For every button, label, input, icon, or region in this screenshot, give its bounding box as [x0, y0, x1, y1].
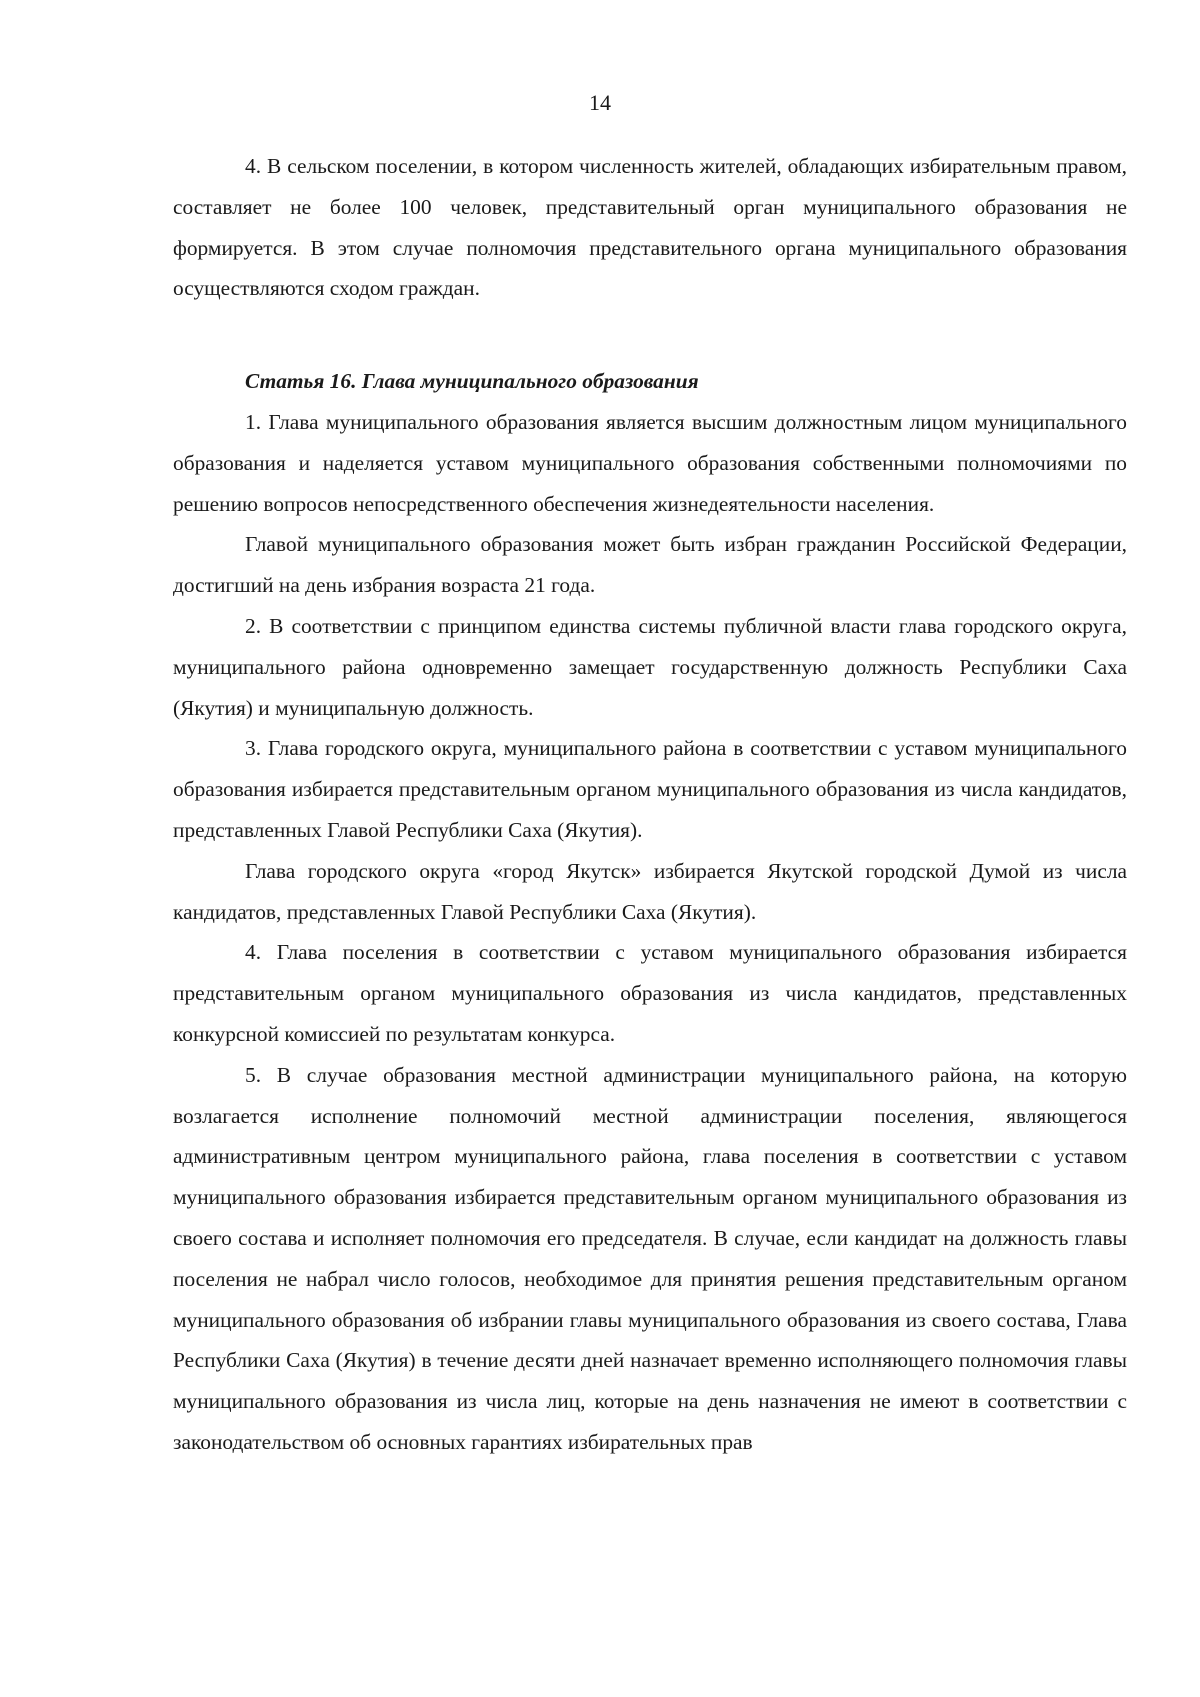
article-heading: Статья 16. Глава муниципального образования [245, 369, 699, 394]
page-number: 14 [589, 90, 611, 115]
paragraph-section-4-rural: 4. В сельском поселении, в котором численность жителей, обладающих избирательным правом, составляет не более 100 человек, представительный орган муниципального образования не формируется. В этом случае полномочия представительного органа муниципального образования осуществляются сходом граждан. [173, 154, 1127, 301]
paragraph-article16-part1: 1. Глава муниципального образования является высшим должностным лицом муниципального образования и наделяется уставом муниципального образования собственными полномочиями по решению вопросов непосредственного обеспечения жизнедеятельности населения. [173, 409, 1127, 516]
paragraph-article16-part3: 3. Глава городского округа, муниципального района в соответствии с уставом муниципального образования избирается представительным органом муниципального образования из числа кандидатов, представленных Главой Республики Саха (Якутия). [173, 736, 1127, 842]
paragraph-article16-part5: 5. В случае образования местной администрации муниципального района, на которую возлагается исполнение полномочий местной администрации поселения, являющегося административным центром муниципального района, глава поселения в соответствии с уставом муниципального образования избирается представительным органом муниципального образования из своего состава и исполняет полномочия его председателя. В случае, если кандидат на должность главы поселения не набрал число голосов, необходимое для принятия решения представительным органом муниципального образования об избрании главы муниципального образования из своего состава, Глава Республики Саха (Якутия) в течение десяти дней назначает временно исполняющего полномочия главы муниципального образования из числа лиц, которые на день назначения не имеют в соответствии с законодательством об основных гарантиях избирательных прав [173, 1062, 1127, 1454]
paragraph-article16-part1-eligibility: Главой муниципального образования может быть избран гражданин Российской Федерации, достигший на день избрания возраста 21 года. [173, 532, 1127, 598]
paragraph-article16-part3-yakutsk: Глава городского округа «город Якутск» избирается Якутской городской Думой из числа кандидатов, представленных Главой Республики Саха (Якутия). [173, 858, 1127, 924]
document-body [173, 146, 1127, 1463]
paragraph-article16-part4: 4. Глава поселения в соответствии с уставом муниципального образования избирается представительным органом муниципального образования из числа кандидатов, представленных конкурсной комиссией по результатам конкурса. [173, 940, 1127, 1046]
paragraph-article16-part2: 2. В соответствии с принципом единства системы публичной власти глава городского округа, муниципального района одновременно замещает государственную должность Республики Саха (Якутия) и муниципальную должность. [173, 613, 1127, 720]
